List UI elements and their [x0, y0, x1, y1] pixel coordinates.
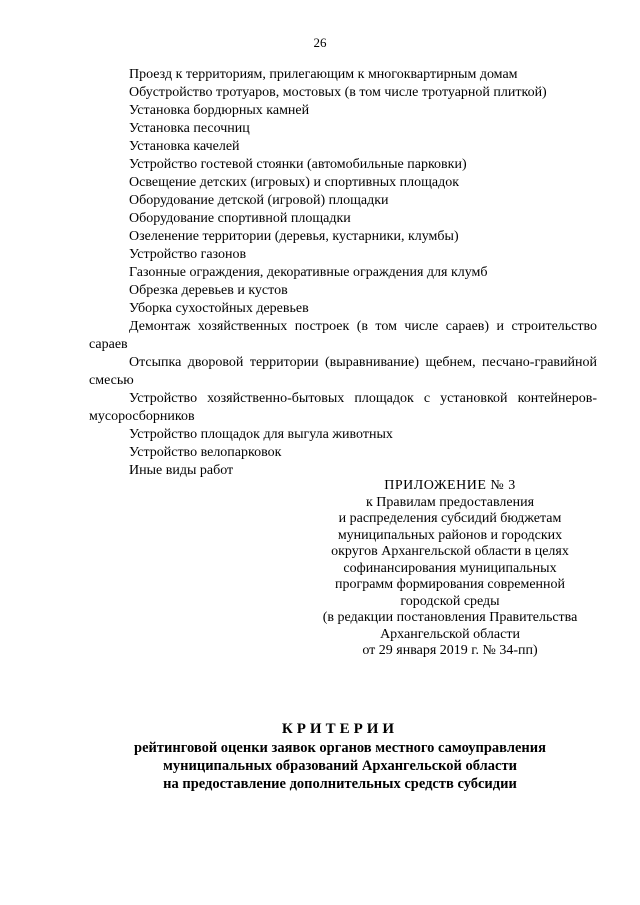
work-type-item: Отсыпка дворовой территории (выравнивание) щебнем, песчано-гравийной смесью [89, 355, 597, 388]
appendix-line: городской среды [400, 593, 500, 609]
criteria-subtitle-line: на предоставление дополнительных средств субсидии [163, 776, 517, 792]
work-type-item: Устройство гостевой стоянки (автомобильные парковки) [129, 157, 467, 172]
appendix-line: программ формирования современной [334, 577, 566, 592]
work-type-item: Оборудование детской (игровой) площадки [129, 193, 389, 208]
work-type-item: Обрезка деревьев и кустов [129, 283, 288, 298]
work-type-item: Устройство газонов [129, 247, 247, 262]
work-type-item: Демонтаж хозяйственных построек (в том числе сараев) и строительство сараев [89, 319, 597, 352]
work-type-item: Установка бордюрных камней [129, 103, 310, 118]
criteria-subtitle-line: муниципальных образований Архангельской области [163, 758, 517, 774]
work-type-item: Оборудование спортивной площадки [129, 211, 351, 226]
appendix-line: софинансирования муниципальных [343, 560, 557, 576]
work-type-item: Газонные ограждения, декоративные ограждения для клумб [129, 265, 488, 280]
criteria-subtitle-line: рейтинговой оценки заявок органов местного самоуправления [134, 740, 546, 756]
appendix-line: (в редакции постановления Правительства [322, 610, 578, 625]
work-types-list [89, 66, 597, 480]
criteria-title: КРИТЕРИИ [281, 721, 399, 737]
appendix-line: к Правилам предоставления [365, 494, 535, 510]
appendix-block [300, 478, 600, 660]
work-type-item: Проезд к территориям, прилегающим к многоквартирным домам [129, 67, 518, 82]
work-type-item: Обустройство тротуаров, мостовых (в том числе тротуарной плиткой) [129, 85, 547, 100]
appendix-title: ПРИЛОЖЕНИЕ № 3 [384, 478, 516, 493]
work-type-item: Иные виды работ [129, 463, 234, 478]
work-type-item: Освещение детских (игровых) и спортивных площадок [129, 175, 459, 190]
work-type-item: Установка качелей [129, 139, 240, 154]
work-type-item: Уборка сухостойных деревьев [129, 301, 309, 316]
appendix-line: и распределения субсидий бюджетам [338, 511, 562, 526]
appendix-line: округов Архангельской области в целях [331, 544, 569, 559]
appendix-line: от 29 января 2019 г. № 34-пп) [362, 643, 538, 658]
work-type-item: Озеленение территории (деревья, кустарники, клумбы) [129, 229, 459, 244]
work-type-item: Устройство площадок для выгула животных [129, 427, 393, 442]
appendix-line: муниципальных районов и городских [337, 527, 563, 543]
appendix-line: Архангельской области [380, 626, 520, 642]
page-number: 26 [313, 35, 327, 50]
work-type-item: Устройство хозяйственно-бытовых площадок с установкой контейнеров-мусоросборников [89, 391, 597, 424]
criteria-heading [100, 720, 580, 793]
work-type-item: Установка песочниц [129, 121, 250, 136]
work-type-item: Устройство велопарковок [129, 445, 282, 460]
